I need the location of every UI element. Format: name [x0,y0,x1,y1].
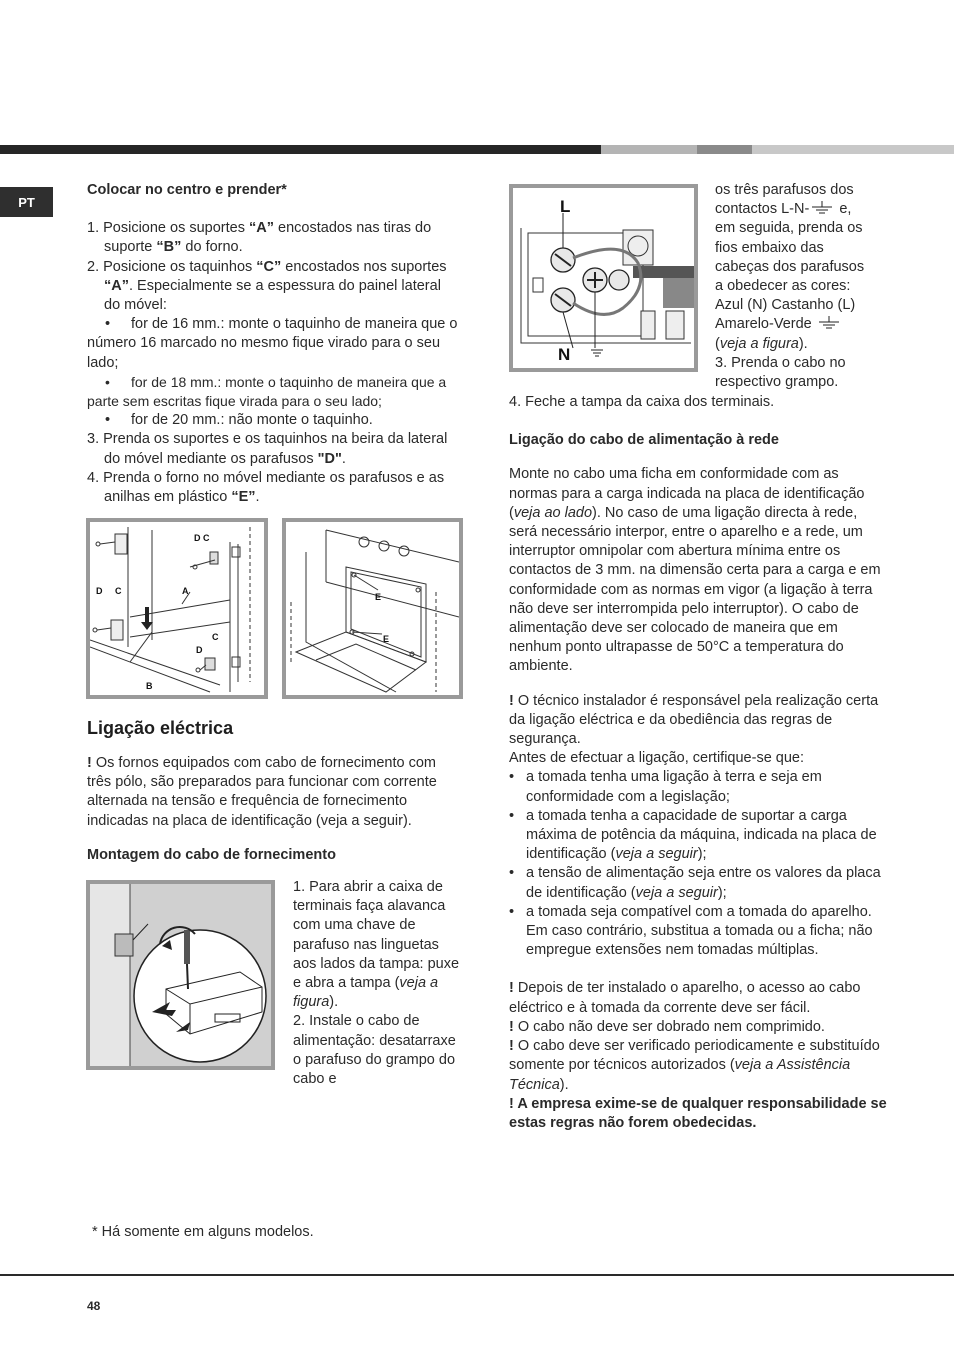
step-text: encostados nas tiras do suporte [104,220,432,256]
warning-1: ! Depois de ter instalado o aparelho, o acesso ao cabo eléctrico e à tomada da corrente deve ser fácil. [509,980,861,1016]
mains-ref: veja ao lado [513,504,593,521]
footnote: * Há somente em alguns modelos. [92,1224,314,1240]
header-bar-light [601,145,697,154]
heading-cable-mounting: Montagem do cabo de fornecimento [87,847,336,863]
label-e2: E [383,634,390,644]
label-n: N [558,345,571,364]
warning-2: ! O cabo não deve ser dobrado nem comprimido. [509,1018,825,1035]
ground-icon [816,316,842,330]
step-text: “E” [231,489,256,506]
wiring-illustration [513,188,694,368]
left-column [87,181,460,507]
wiring-line: a obedecer as cores: [715,278,851,295]
check-text: veja a seguir [635,884,718,901]
figure-terminal-box [86,880,275,1070]
check-item [509,903,889,961]
wiring-line: fios embaixo das [715,239,824,256]
steps-list-2 [87,430,460,507]
step-item [87,219,460,257]
header-bar-dark [0,145,601,154]
wiring-line-text: Amarelo-Verde [715,316,812,333]
check-text: ); [697,846,707,863]
step-text: Prenda o forno no móvel mediante os parafusos e as anilhas em plástico [103,469,445,506]
label-e1: E [375,592,382,602]
check-item [509,807,889,865]
check-item [509,864,889,902]
wiring-step3: 3. Prenda o cabo no [715,354,846,371]
steps-list [87,219,460,315]
sub-list [87,315,460,430]
step-number: 1. [87,220,100,237]
step-item [87,258,460,316]
sub-text: for de 20 mm.: não monte o taquinho. [131,412,373,429]
step-number: 3. [87,431,100,448]
right-column [509,393,889,1133]
warning-2-text: O cabo não deve ser dobrado nem comprimido. [517,1018,825,1035]
electrical-intro [87,754,460,831]
cable-steps [293,878,465,1089]
sub-item: • for de 18 mm.: monte o taquinho de maneira que a parte sem escritas fique virada para o seu lado; [87,373,447,410]
mains-text-a: Monte no cabo uma ficha em conformidade com as normas para a carga indicada na placa de identificação ( [509,466,865,521]
warning-1-text: Depois de ter instalado o aparelho, o acesso ao cabo eléctrico e à tomada da corrente deve ser fácil. [509,980,861,1016]
step-text: Prenda os suportes e os taquinhos na beira da lateral do móvel mediante os parafusos [103,431,448,467]
wiring-step4: 4. Feche a tampa da caixa dos terminais. [509,394,775,410]
warning-3-end: ). [559,1076,569,1093]
wiring-line: Azul (N) Castanho (L) [715,297,856,314]
wiring-line-text: contactos L-N- [715,201,810,218]
step-text: . Especialmente se a espessura do painel lateral do móvel: [104,277,441,314]
wiring-line: (veja a figura). [715,335,808,352]
step-text: . [341,450,346,467]
header-bar-mid [697,145,752,154]
check-text: a tomada seja compatível com a tomada do aparelho. Em caso contrário, substitua a tomada ou a ficha; não empregue extensões nem tomadas múltiplas. [526,903,873,959]
wiring-line: cabeças dos parafusos [715,258,865,275]
check-text: a tensão de alimentação seja entre os valores da placa de identificação ( [526,865,881,901]
page-number: 48 [87,1299,101,1313]
label-dc: D C [194,533,210,543]
figure-terminal-wiring [509,184,698,372]
step-text: “B” [156,239,182,256]
header-bar-light2 [752,145,954,154]
installer-paragraph: ! O técnico instalador é responsável pela realização certa da ligação eléctrica e da obediência das regras de segurança. [509,692,879,748]
heading-mains-connection: Ligação do cabo de alimentação à rede [509,432,779,449]
step-number: 2. [87,258,100,275]
warning-mark: ! [87,755,92,771]
warning-3-ref: veja a Assistência Técnica [509,1057,851,1093]
sub-text: for de 16 mm.: monte o taquinho de maneira que o número 16 marcado no mesmo fique virado para o seu lado; [87,316,458,371]
check-text: ); [717,884,727,901]
sub-text: for de 18 mm.: monte o taquinho de maneira que a parte sem escritas fique virada para o seu lado; [87,373,447,410]
ground-icon [809,201,835,215]
mains-paragraph [509,465,889,676]
electrical-intro-text: Os fornos equipados com cabo de fornecimento com três pólo, são preparados para funcionar com corrente alternada na tensão e frequência de fornecimento indicadas na placa de identificação (veja a seguir). [87,755,437,829]
step-item [87,430,460,468]
figure-brackets [86,518,268,699]
mains-text-b: ). No caso de uma ligação directa à rede, será necessário interpor, entre o aparelho e a rede, um interruptor omnipolar com abertura mínima entre os contactos de 3 mm. na dimensão certa para a carga e em conformidade com as normas em vigor (a ligação à terra não deve ser interrompida pelo interruptor). O cabo de alimentação deve ser colocado de maneira que em nenhum ponto ultrapasse de 50°C a temperatura do ambiente. [509,504,881,675]
label-c: C [115,586,122,596]
step-text: encostados nos suportes [281,258,447,275]
label-a: A [182,586,189,596]
wiring-and: e, [839,201,852,218]
label-b: B [146,681,153,691]
label-d: D [96,586,103,596]
step-text: "D" [317,450,342,467]
heading-centre-fix: Colocar no centro e prender* [87,182,287,198]
terminal-box-illustration [90,884,271,1066]
label-l: L [560,197,571,216]
wiring-instructions [715,181,895,392]
wiring-line: em seguida, prenda os [715,220,863,237]
figure-oven-fixing [282,518,463,699]
step-text: “A” [104,277,129,294]
step-text: do forno. [181,239,243,256]
warning-4: ! A empresa exime-se de qualquer responsabilidade se estas regras não forem obedecidas. [509,1095,887,1131]
sub-item: • for de 20 mm.: não monte o taquinho. [105,412,373,429]
label-c2: C [212,632,219,642]
check-item [509,768,889,806]
brackets-illustration [90,522,264,695]
before-connecting: Antes de efectuar a ligação, certifique-se que: [509,750,805,767]
cable-step1-ref: veja a figura [293,975,439,1011]
step-item [87,469,460,507]
label-d2: D [196,645,203,655]
check-text: a tomada tenha a capacidade de suportar a carga máxima de potência da máquina, indicada na placa de identificação ( [526,807,877,863]
sub-item: • for de 16 mm.: monte o taquinho de maneira que o número 16 marcado no mesmo fique virado para o seu lado; [87,316,458,371]
figure-ref: veja a figura [719,335,799,352]
cable-step2: 2. Instale o cabo de alimentação: desatarraxe o parafuso do grampo do cabo e [293,1013,456,1088]
step-text: Posicione os suportes [103,220,250,237]
wiring-step3b: respectivo grampo. [715,374,839,391]
check-text: a tomada tenha uma ligação à terra e seja em conformidade com a legislação; [526,769,822,805]
footer-line [0,1274,954,1276]
cable-step1: 1. Para abrir a caixa de terminais faça alavanca com uma chave de parafuso nas linguetas aos lados da tampa: puxe e abra a tampa ( [293,879,460,992]
step-text: “C” [256,258,282,275]
oven-illustration [286,522,459,695]
wiring-line [715,315,895,334]
warning-3-text: O cabo deve ser verificado periodicamente e substituído somente por técnicos autorizados ( [509,1038,880,1074]
warning-3: ! O cabo deve ser verificado periodicamente e substituído somente por técnicos autorizados (veja a Assistência Técnica). [509,1038,880,1093]
checks-list [509,768,889,960]
step-text: Posicione os taquinhos [103,258,257,275]
step-text: . [255,489,260,506]
wiring-line [715,200,895,219]
check-text: veja a seguir [615,846,698,863]
wiring-line: os três parafusos dos [715,182,854,198]
step-number: 4. [87,469,100,486]
section-title-electrical: Ligação eléctrica [87,718,234,738]
installer-text: O técnico instalador é responsável pela realização certa da ligação eléctrica e da obediência das regras de segurança. [509,692,879,748]
step-text: “A” [249,220,274,237]
cable-step1-end: ). [329,994,339,1011]
language-tab: PT [0,187,53,217]
